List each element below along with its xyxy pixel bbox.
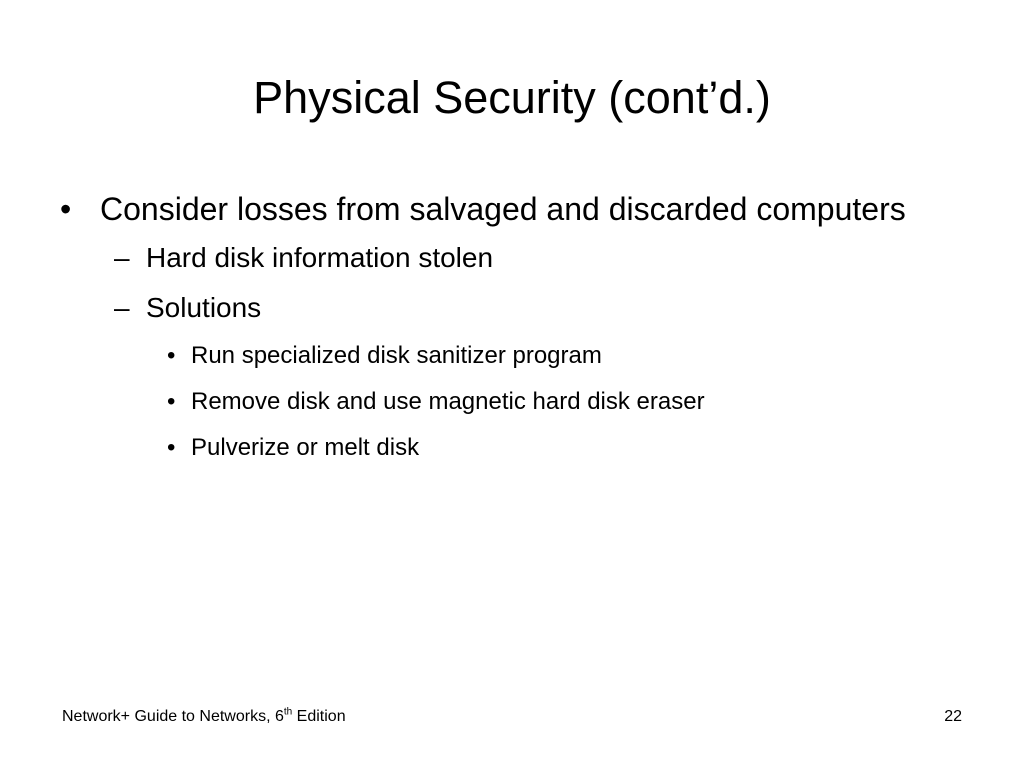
bullet-level-1 [60, 188, 940, 230]
bullet-level-3 [60, 432, 940, 464]
bullet-text: Pulverize or melt disk [191, 434, 420, 461]
bullet-level-3 [60, 386, 940, 418]
bullet-icon: • [167, 388, 176, 415]
dash-icon: – [114, 242, 130, 273]
footer-source-suffix: Edition [292, 708, 346, 725]
slide-title: Physical Security (cont’d.) [253, 72, 771, 123]
bullet-level-2 [60, 290, 940, 326]
bullet-text: Consider losses from salvaged and discarded computers [100, 191, 906, 227]
bullet-text: Solutions [146, 292, 262, 323]
bullet-level-2 [60, 240, 940, 276]
bullet-icon: • [60, 191, 72, 227]
bullet-text: Hard disk information stolen [146, 242, 494, 273]
footer-source-prefix: Network+ Guide to Networks, 6 [62, 708, 284, 725]
bullet-icon: • [167, 434, 176, 461]
bullet-text: Run specialized disk sanitizer program [191, 342, 602, 369]
page-number: 22 [944, 708, 962, 725]
dash-icon: – [114, 292, 130, 323]
bullet-level-3 [60, 340, 940, 372]
footer-source [62, 706, 346, 728]
footer-source-superscript: th [283, 706, 293, 718]
slide-body [60, 188, 940, 478]
bullet-text: Remove disk and use magnetic hard disk eraser [191, 388, 705, 415]
bullet-icon: • [167, 342, 176, 369]
